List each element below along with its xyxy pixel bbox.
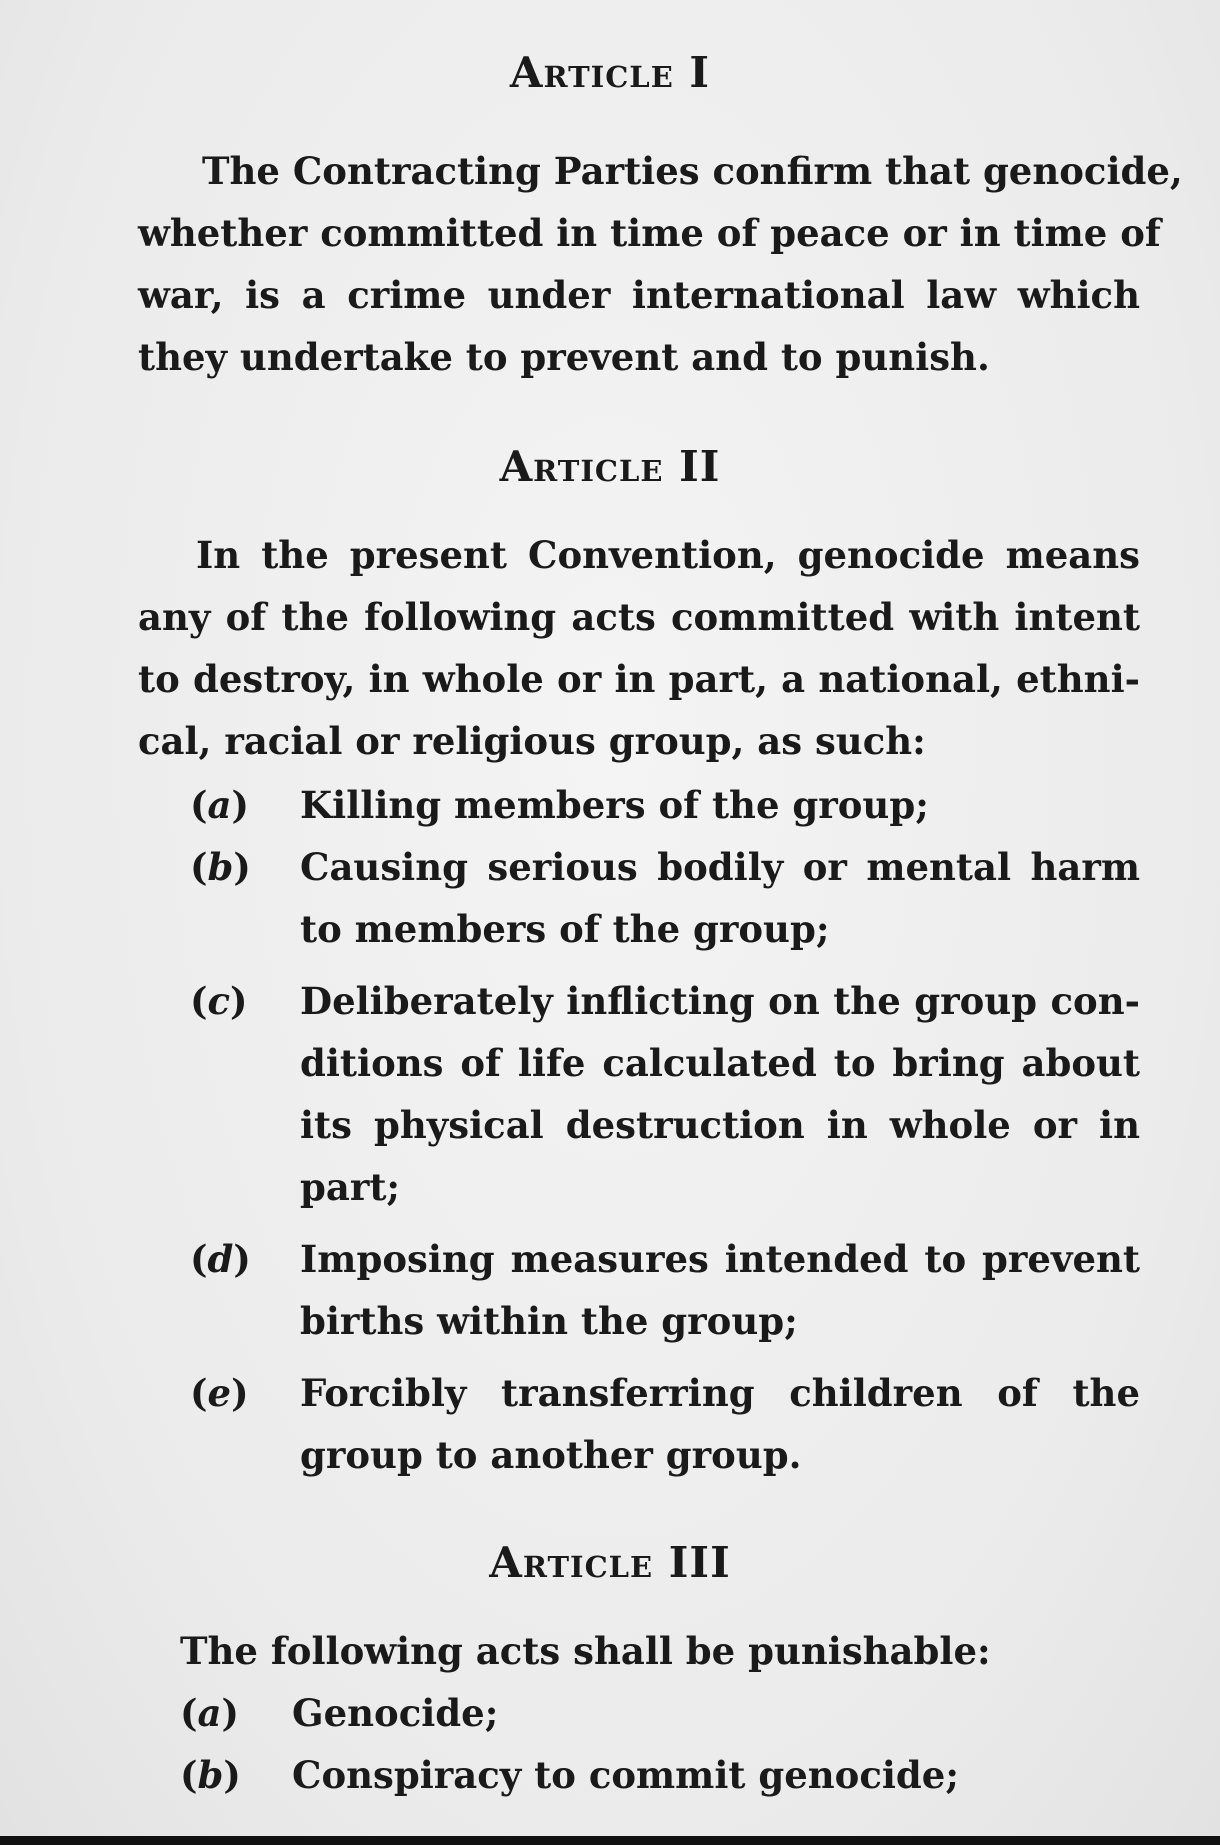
article-2-item-b-label: (b) — [190, 845, 251, 889]
article-2-item-c-line-2: ditions of life calculated to bring about — [300, 1041, 1140, 1085]
article-2-item-d-label: (d) — [190, 1237, 251, 1281]
article-1-line-4: they undertake to prevent and to punish. — [138, 335, 990, 379]
article-2-intro-line-2: any of the following acts committed with intent — [138, 595, 1140, 639]
article-2-item-b-line-2: to members of the group; — [300, 907, 830, 951]
bottom-border — [0, 1836, 1220, 1845]
article-2-item-a-line-1: Killing members of the group; — [300, 783, 929, 827]
article-1-line-3: war, is a crime under international law which — [138, 273, 1140, 317]
article-2-item-a-label: (a) — [190, 783, 250, 827]
article-2-item-c-line-4: part; — [300, 1165, 401, 1209]
article-2-intro-line-4: cal, racial or religious group, as such: — [138, 719, 926, 763]
article-2-intro-line-3: to destroy, in whole or in part, a national, ethni- — [138, 657, 1140, 701]
article-2-item-d-line-1: Imposing measures intended to prevent — [300, 1237, 1140, 1281]
article-2-item-e-label: (e) — [190, 1371, 249, 1415]
article-3-item-b-label: (b) — [180, 1753, 241, 1797]
article-2-item-c-label: (c) — [190, 979, 248, 1023]
article-2-heading: Article II — [499, 442, 721, 491]
article-1-line-1: The Contracting Parties confirm that genocide, — [202, 149, 1183, 193]
article-3-item-a-label: (a) — [180, 1691, 240, 1735]
article-1-heading: Article I — [509, 48, 711, 97]
article-3-intro: The following acts shall be punishable: — [180, 1629, 991, 1673]
article-2-intro-line-1: In the present Convention, genocide means — [196, 533, 1140, 577]
article-2-item-c-line-3: its physical destruction in whole or in — [300, 1103, 1140, 1147]
article-3-item-a-text: Genocide; — [292, 1691, 499, 1735]
article-2-item-e-line-2: group to another group. — [300, 1433, 802, 1477]
article-2-item-e-line-1: Forcibly transferring children of the — [300, 1371, 1140, 1415]
article-3-heading: Article III — [489, 1538, 731, 1587]
article-1-line-2: whether committed in time of peace or in time of — [138, 211, 1161, 255]
article-2-item-b-line-1: Causing serious bodily or mental harm — [300, 845, 1140, 889]
article-3-item-b-text: Conspiracy to commit genocide; — [292, 1753, 959, 1797]
article-2-item-d-line-2: births within the group; — [300, 1299, 798, 1343]
article-2-item-c-line-1: Deliberately inflicting on the group con- — [300, 979, 1140, 1023]
